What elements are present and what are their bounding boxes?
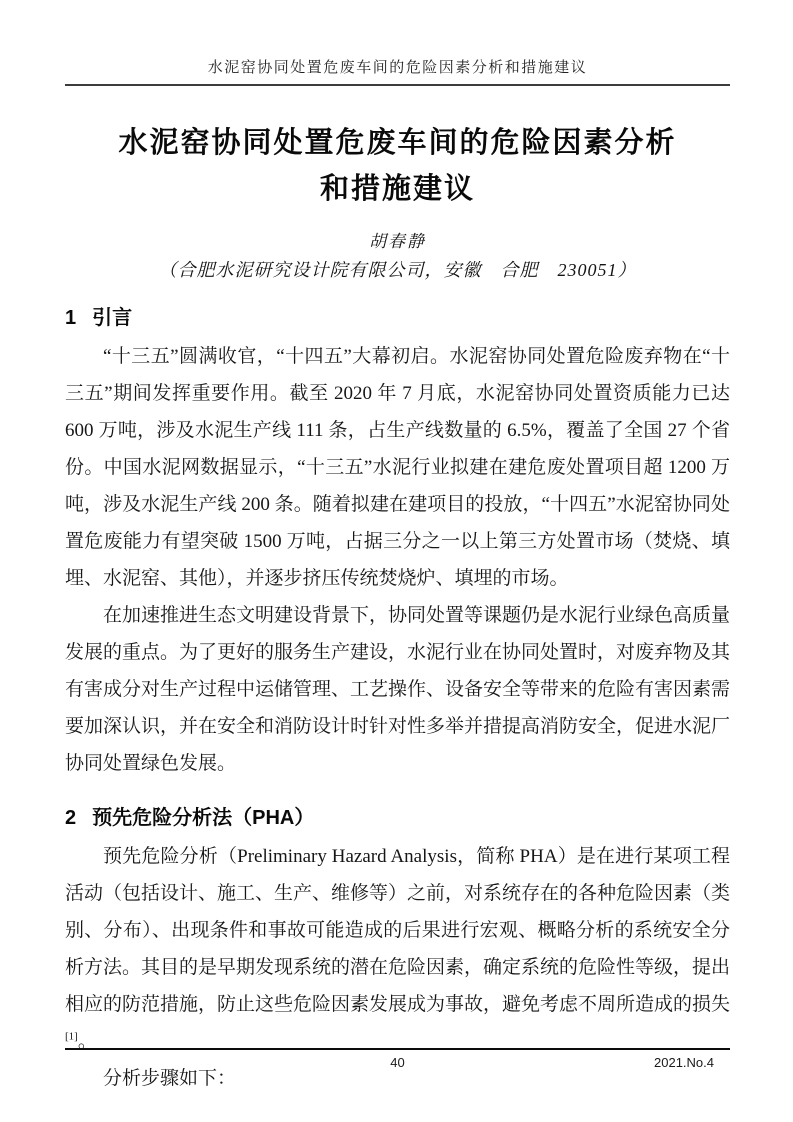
running-header: 水泥窑协同处置危废车间的危险因素分析和措施建议 <box>207 60 588 76</box>
article-title-line-1: 水泥窑协同处置危废车间的危险因素分析 <box>118 127 677 159</box>
section-2-paragraph-1 <box>65 838 730 1060</box>
article-title-line-2: 和措施建议 <box>319 173 475 205</box>
footer-content <box>65 1050 730 1070</box>
header-rule <box>65 84 730 86</box>
section-2-closing-line: 分析步骤如下： <box>103 1068 237 1089</box>
section-1-number: 1 <box>65 307 77 329</box>
section-heading-1 <box>65 301 730 330</box>
page-number: 40 <box>390 1055 405 1070</box>
author-name: 胡春静 <box>369 232 426 251</box>
section-heading-2 <box>65 801 730 830</box>
article-title <box>65 120 730 212</box>
journal-issue: 2021.No.4 <box>654 1055 714 1070</box>
page-footer <box>65 1048 730 1070</box>
citation-ref-1: [1] <box>65 1030 78 1043</box>
author-affiliation: （合肥水泥研究设计院有限公司，安徽 合肥 230051） <box>158 260 637 280</box>
section-2-paragraph-1-text: 预先危险分析（Preliminary Hazard Analysis，简称 PHA）是在进行某项工程活动（包括设计、施工、生产、维修等）之前，对系统存在的各种危险因素（类别、分布）、出现条件和事故可能造成的后果进行宏观、概略分析的系统安全分析方法。其目的是早期发现系统的潜在危险因素，确定系统的危险性等级，提出相应的防范措施，防止这些危险因素发展成为事故，避免考虑不周所造成的损失 <box>65 846 731 1015</box>
section-2-number: 2 <box>65 807 77 829</box>
section-2-title: 预先危险分析法（PHA） <box>92 807 315 829</box>
section-1-paragraph-2: 在加速推进生态文明建设背景下，协同处置等课题仍是水泥行业绿色高质量发展的重点。为了更好的服务生产建设，水泥行业在协同处置时，对废弃物及其有害成分对生产过程中运储管理、工艺操作、设备安全等带来的危险有害因素需要加深认识，并在安全和消防设计时针对性多举并措提高消防安全，促进水泥厂协同处置绿色发展。 <box>65 605 731 774</box>
section-2-paragraph-1-period: 。 <box>77 1031 97 1052</box>
section-1-paragraph-1: “十三五”圆满收官，“十四五”大幕初启。水泥窑协同处置危险废弃物在“十三五”期间发挥重要作用。截至 2020 年 7 月底，水泥窑协同处置资质能力已达 600 万吨，涉及水泥生产线 111 条，占生产线数量的 6.5%，覆盖了全国 27 个省份。中国水泥网数据显示，“十三五”水泥行业拟建在建危废处置项目超 1200 万吨，涉及水泥生产线 200 条。随着拟建在建项目的投放，“十四五”水泥窑协同处置危废能力有望突破 1500 万吨，占据三分之一以上第三方处置市场（焚烧、填埋、水泥窑、其他），并逐步挤压传统焚烧炉、填埋的市场。 <box>65 346 730 589</box>
section-1-title: 引言 <box>92 307 133 329</box>
